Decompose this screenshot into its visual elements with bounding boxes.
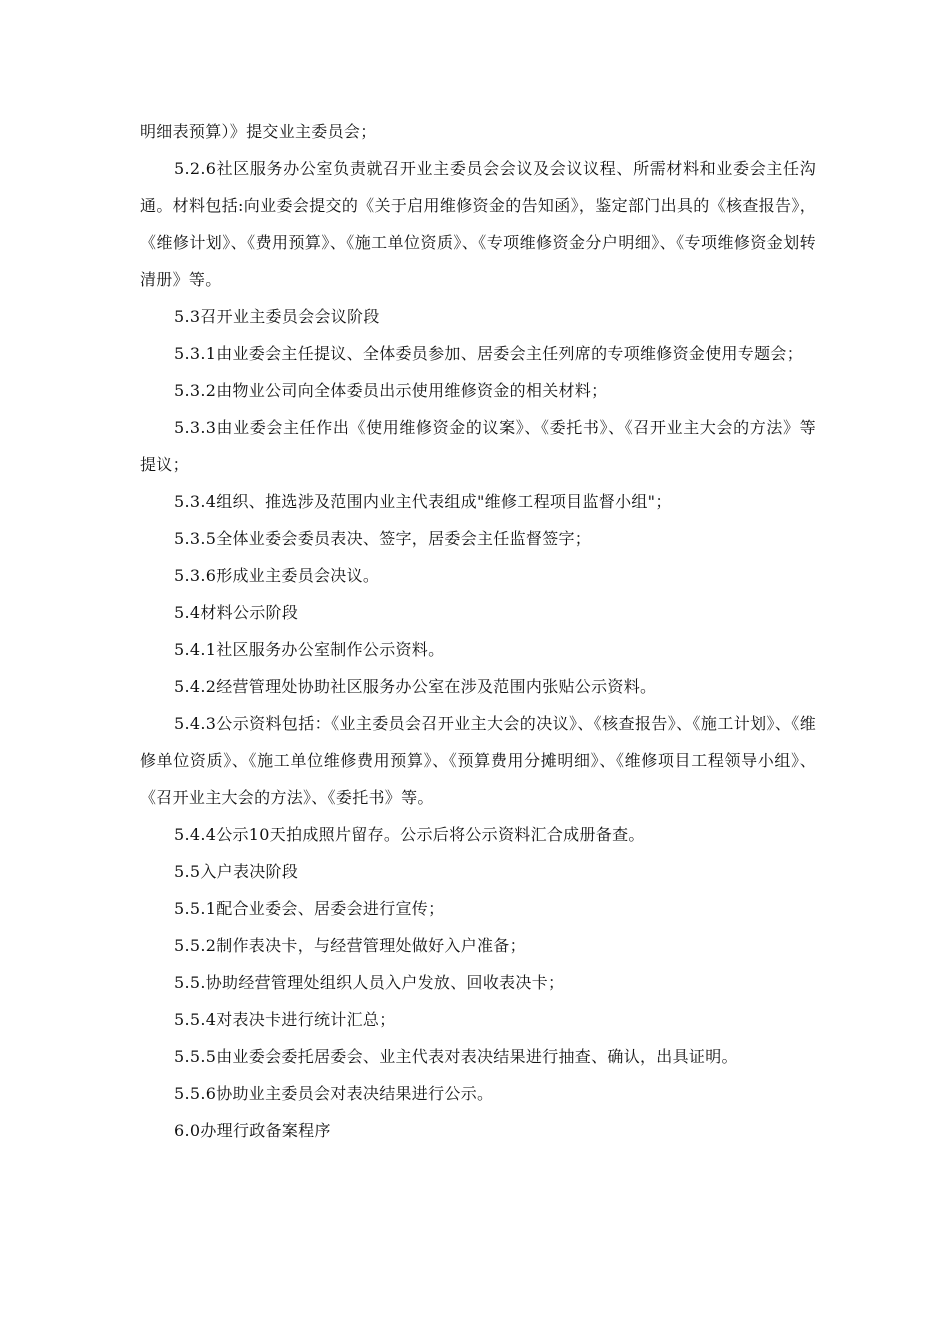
paragraph-19: 5.5.5由业委会委托居委会、业主代表对表决结果进行抽查、确认，出具证明。 — [174, 1047, 738, 1066]
document-page — [140, 113, 816, 1149]
paragraph-13: 5.4.4公示10天拍成照片留存。公示后将公示资料汇合成册备查。 — [174, 825, 645, 844]
paragraph-11: 5.4.2经营管理处协助社区服务办公室在涉及范围内张贴公示资料。 — [174, 677, 657, 696]
paragraph-10: 5.4.1社区服务办公室制作公示资料。 — [174, 640, 445, 659]
paragraph-8: 5.3.6形成业主委员会决议。 — [174, 566, 380, 585]
paragraph-3: 5.3.1由业委会主任提议、全体委员参加、居委会主任列席的专项维修资金使用专题会； — [174, 344, 804, 363]
paragraph-2: 5.3召开业主委员会会议阶段 — [174, 307, 380, 326]
paragraph-14: 5.5入户表决阶段 — [174, 862, 299, 881]
paragraph-17: 5.5.协助经营管理处组织人员入户发放、回收表决卡； — [174, 973, 565, 992]
paragraph-20: 5.5.6协助业主委员会对表决结果进行公示。 — [174, 1084, 494, 1103]
paragraph-1: 5.2.6社区服务办公室负责就召开业主委员会会议及会议议程、所需材料和业委会主任沟通。材料包括:向业委会提交的《关于启用维修资金的告知函》，鉴定部门出具的《核查报告》，《维修计划》、《费用预算》、《施工单位资质》、《专项维修资金分户明细》、《专项维修资金划转清册》等。 — [140, 159, 816, 289]
paragraph-0: 明细表预算）》提交业主委员会； — [140, 122, 377, 141]
paragraph-9: 5.4材料公示阶段 — [174, 603, 299, 622]
paragraph-5: 5.3.3由业委会主任作出《使用维修资金的议案》、《委托书》、《召开业主大会的方法》等提议； — [140, 418, 816, 474]
paragraph-18: 5.5.4对表决卡进行统计汇总； — [174, 1010, 396, 1029]
paragraph-21: 6.0办理行政备案程序 — [174, 1121, 331, 1140]
paragraph-16: 5.5.2制作表决卡，与经营管理处做好入户准备； — [174, 936, 526, 955]
paragraph-4: 5.3.2由物业公司向全体委员出示使用维修资金的相关材料； — [174, 381, 608, 400]
paragraph-6: 5.3.4组织、推选涉及范围内业主代表组成"维修工程项目监督小组"； — [174, 492, 672, 511]
paragraph-7: 5.3.5全体业委会委员表决、签字，居委会主任监督签字； — [174, 529, 592, 548]
paragraph-15: 5.5.1配合业委会、居委会进行宣传； — [174, 899, 445, 918]
paragraph-12: 5.4.3公示资料包括：《业主委员会召开业主大会的决议》、《核查报告》、《施工计划》、《维修单位资质》、《施工单位维修费用预算》、《预算费用分摊明细》、《维修项目工程领导小组》、《召开业主大会的方法》、《委托书》等。 — [140, 714, 816, 807]
